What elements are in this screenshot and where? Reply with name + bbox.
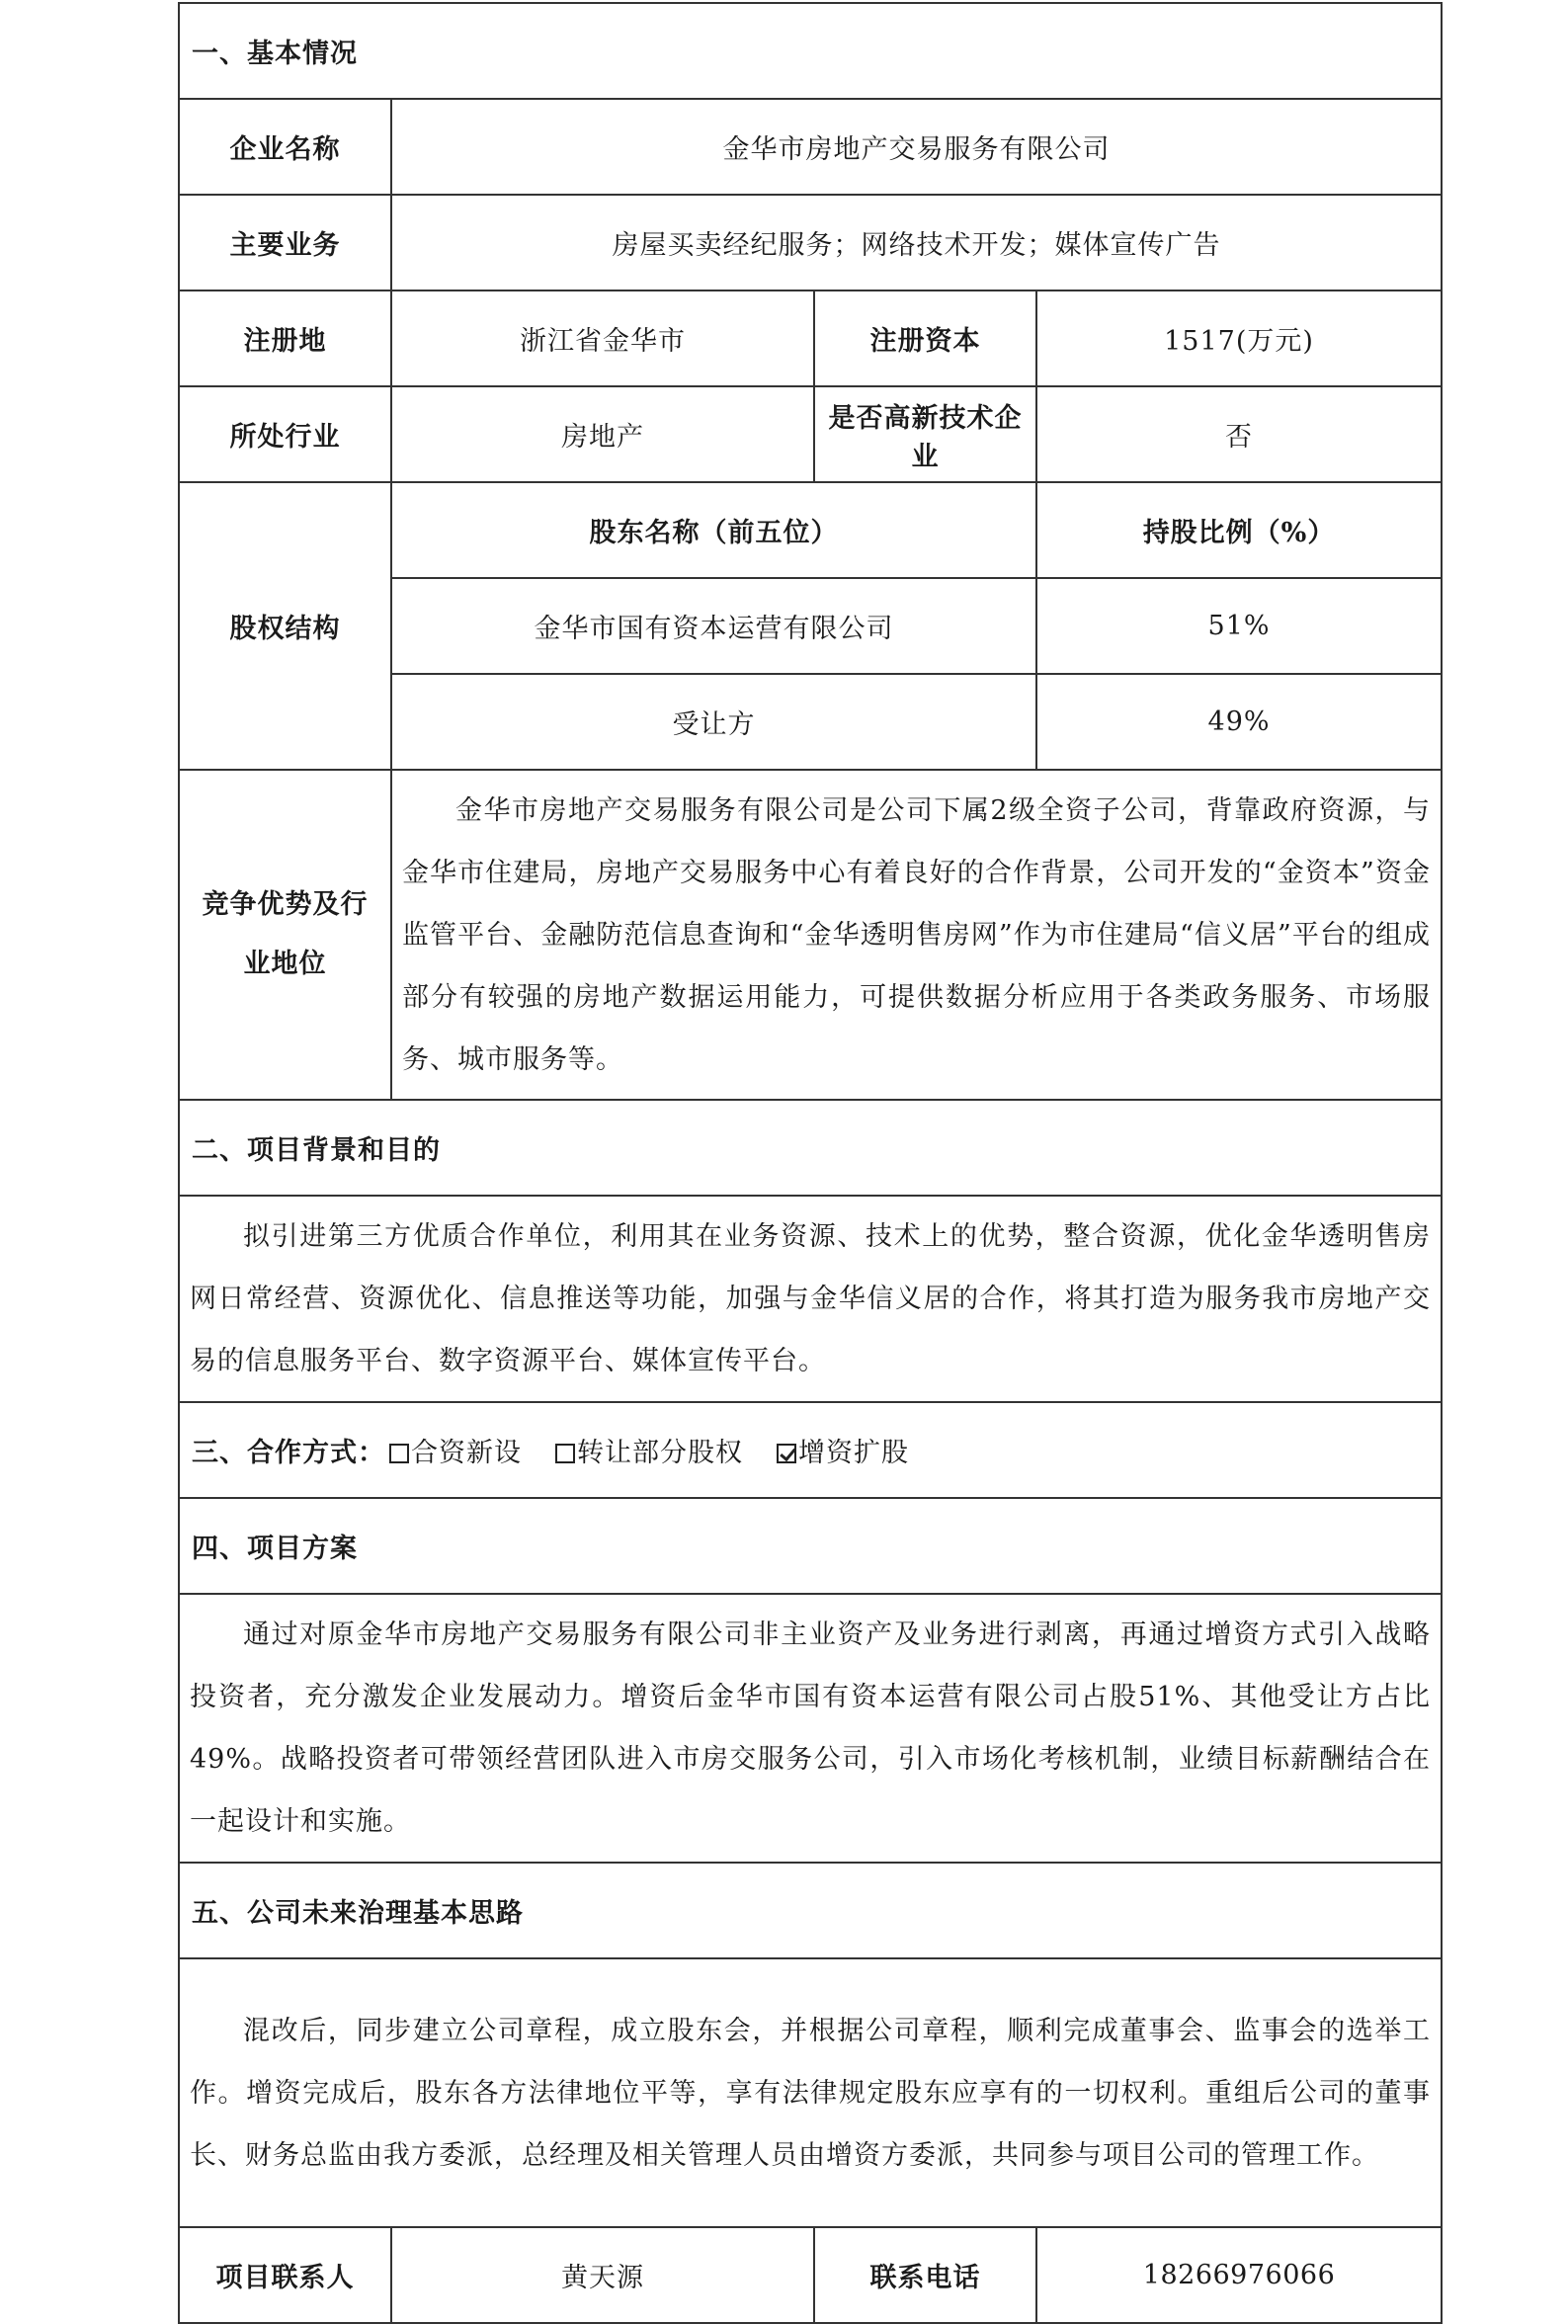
- advantage-label: 竞争优势及行业地位: [179, 770, 391, 1100]
- advantage-text: 金华市房地产交易服务有限公司是公司下属2级全资子公司，背靠政府资源，与金华市住建局，房地产交易服务中心有着良好的合作背景，公司开发的“金资本”资金监管平台、金融防范信息查询和“金华透明售房网”作为市住建局“信义居”平台的组成部分有较强的房地产数据运用能力，可提供数据分析应用于各类政务服务、市场服务、城市服务等。: [391, 770, 1442, 1100]
- project-info-form: [178, 2, 1441, 2323]
- company-name-label: 企业名称: [179, 99, 391, 195]
- option-joint-venture[interactable]: [385, 1438, 522, 1468]
- equity-col-ratio: 持股比例（%）: [1036, 482, 1442, 578]
- industry-label: 所处行业: [179, 386, 391, 482]
- main-business-label: 主要业务: [179, 195, 391, 290]
- company-name-value: 金华市房地产交易服务有限公司: [391, 99, 1442, 195]
- row-plan-text: [179, 1594, 1442, 1863]
- section-title-governance: 五、公司未来治理基本思路: [179, 1863, 1442, 1958]
- industry-value: 房地产: [391, 386, 814, 482]
- option-capital-increase[interactable]: [773, 1438, 909, 1468]
- section-title-plan: 四、项目方案: [179, 1498, 1442, 1594]
- equity-col-name: 股东名称（前五位）: [391, 482, 1036, 578]
- section-row-governance: [179, 1863, 1442, 1958]
- section-title-cooperation: 三、合作方式：: [192, 1438, 385, 1468]
- reg-capital-label: 注册资本: [814, 290, 1036, 386]
- row-background-text: [179, 1196, 1442, 1402]
- contact-person-label: 项目联系人: [179, 2227, 391, 2323]
- background-text: 拟引进第三方优质合作单位，利用其在业务资源、技术上的优势，整合资源，优化金华透明售房网日常经营、资源优化、信息推送等功能，加强与金华信义居的合作，将其打造为服务我市房地产交易的信息服务平台、数字资源平台、媒体宣传平台。: [179, 1196, 1442, 1402]
- section-row-plan: [179, 1498, 1442, 1594]
- row-governance-text: [179, 1958, 1442, 2227]
- row-equity-header: [179, 482, 1442, 578]
- governance-text: 混改后，同步建立公司章程，成立股东会，并根据公司章程，顺利完成董事会、监事会的选举工作。增资完成后，股东各方法律地位平等，享有法律规定股东应享有的一切权利。重组后公司的董事长、财务总监由我方委派，总经理及相关管理人员由增资方委派，共同参与项目公司的管理工作。: [179, 1958, 1442, 2227]
- option-label: 转让部分股权: [577, 1438, 743, 1468]
- row-registration: [179, 290, 1442, 386]
- hightech-label: 是否高新技术企业: [814, 386, 1036, 482]
- hightech-value: 否: [1036, 386, 1442, 482]
- equity-holder-ratio: 51%: [1036, 578, 1442, 674]
- section-row-background: [179, 1100, 1442, 1196]
- section-title-background: 二、项目背景和目的: [179, 1100, 1442, 1196]
- plan-text: 通过对原金华市房地产交易服务有限公司非主业资产及业务进行剥离，再通过增资方式引入战略投资者，充分激发企业发展动力。增资后金华市国有资本运营有限公司占股51%、其他受让方占比49%。战略投资者可带领经营团队进入市房交服务公司，引入市场化考核机制，业绩目标薪酬结合在一起设计和实施。: [179, 1594, 1442, 1863]
- cooperation-cell: [179, 1402, 1442, 1498]
- contact-person-value: 黄天源: [391, 2227, 814, 2323]
- equity-holder-name: 受让方: [391, 674, 1036, 770]
- section-row-cooperation: [179, 1402, 1442, 1498]
- main-business-value: 房屋买卖经纪服务；网络技术开发；媒体宣传广告: [391, 195, 1442, 290]
- reg-place-value: 浙江省金华市: [391, 290, 814, 386]
- section-title-basic: 一、基本情况: [179, 3, 1442, 99]
- checkbox-unchecked-icon[interactable]: [555, 1444, 575, 1463]
- row-contact: [179, 2227, 1442, 2323]
- option-label: 增资扩股: [798, 1438, 909, 1468]
- option-label: 合资新设: [411, 1438, 522, 1468]
- row-company-name: [179, 99, 1442, 195]
- row-advantage: [179, 770, 1442, 1100]
- contact-phone-value: 18266976066: [1036, 2227, 1442, 2323]
- info-table: [178, 2, 1443, 2324]
- contact-phone-label: 联系电话: [814, 2227, 1036, 2323]
- section-row-basic: [179, 3, 1442, 99]
- option-partial-transfer[interactable]: [551, 1438, 743, 1468]
- row-main-business: [179, 195, 1442, 290]
- checkbox-checked-icon[interactable]: [777, 1444, 796, 1463]
- checkbox-unchecked-icon[interactable]: [389, 1444, 409, 1463]
- reg-place-label: 注册地: [179, 290, 391, 386]
- equity-holder-ratio: 49%: [1036, 674, 1442, 770]
- row-industry: [179, 386, 1442, 482]
- equity-holder-name: 金华市国有资本运营有限公司: [391, 578, 1036, 674]
- reg-capital-value: 1517(万元): [1036, 290, 1442, 386]
- equity-label: 股权结构: [179, 482, 391, 770]
